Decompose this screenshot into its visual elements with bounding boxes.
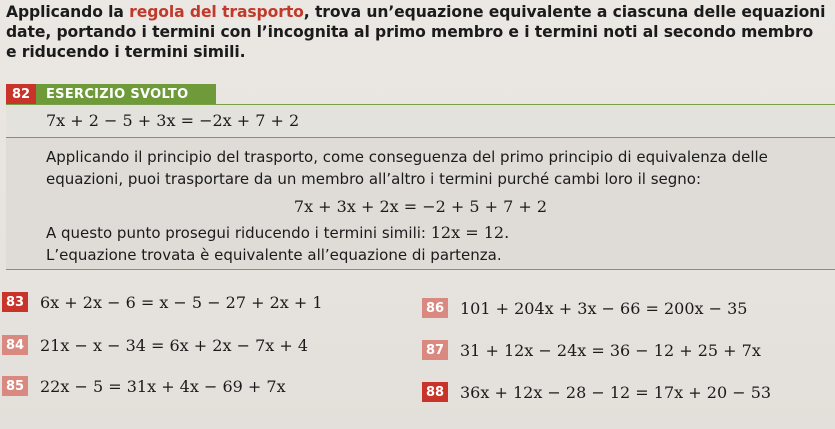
exercise-row	[2, 290, 323, 314]
continue-line	[46, 222, 509, 244]
instructions-lead: Applicando la	[6, 3, 130, 21]
exercise-number-badge: 88	[422, 382, 448, 402]
exercise-number-badge: 82	[6, 84, 36, 104]
exercise-row	[2, 374, 286, 398]
exercise-row	[422, 338, 761, 362]
exercise-equation: 31 + 12x − 24x = 36 − 12 + 25 + 7x	[460, 340, 761, 360]
exercise-row	[422, 296, 747, 320]
exercise-equation: 101 + 204x + 3x − 66 = 200x − 35	[460, 298, 748, 318]
explanation-text: Applicando il principio del trasporto, come conseguenza del primo principio di equivalenza delle equazioni, puoi trasportare da un membro all’altro i termini purché cambi loro il segno:	[46, 148, 768, 188]
exercise-number-badge: 86	[422, 298, 448, 318]
exercise-row	[422, 380, 771, 404]
worked-explanation	[6, 138, 835, 270]
worked-equation-strip	[6, 104, 835, 138]
exercise-equation: 36x + 12x − 28 − 12 = 17x + 20 − 53	[460, 382, 772, 402]
instructions	[6, 2, 828, 62]
rule-highlight: regola del trasporto	[129, 3, 304, 21]
worked-exercise-header	[6, 84, 216, 104]
exercise-number-badge: 83	[2, 292, 28, 312]
exercise-equation: 22x − 5 = 31x + 4x − 69 + 7x	[40, 376, 286, 396]
exercise-equation: 6x + 2x − 6 = x − 5 − 27 + 2x + 1	[40, 292, 323, 312]
worked-equation: 7x + 2 − 5 + 3x = −2x + 7 + 2	[46, 111, 300, 130]
worked-exercise-title: ESERCIZIO SVOLTO	[36, 84, 216, 104]
exercise-equation: 21x − x − 34 = 6x + 2x − 7x + 4	[40, 335, 309, 355]
exercise-number-badge: 84	[2, 335, 28, 355]
conclusion-text: L’equazione trovata è equivalente all’equazione di partenza.	[46, 246, 502, 264]
reduced-equation: 12x = 12.	[430, 223, 510, 242]
continue-text: A questo punto prosegui riducendo i termini simili:	[46, 224, 426, 242]
exercise-number-badge: 85	[2, 376, 28, 396]
exercise-row	[2, 333, 308, 357]
step-equation: 7x + 3x + 2x = −2 + 5 + 7 + 2	[293, 197, 548, 216]
instructions-rest: , trova un’equazione equivalente a ciascuna delle equazioni date, portando i termini con l’incognita al primo membro e i termini noti al secondo membro e riducendo i termini simili.	[6, 3, 826, 61]
exercise-number-badge: 87	[422, 340, 448, 360]
